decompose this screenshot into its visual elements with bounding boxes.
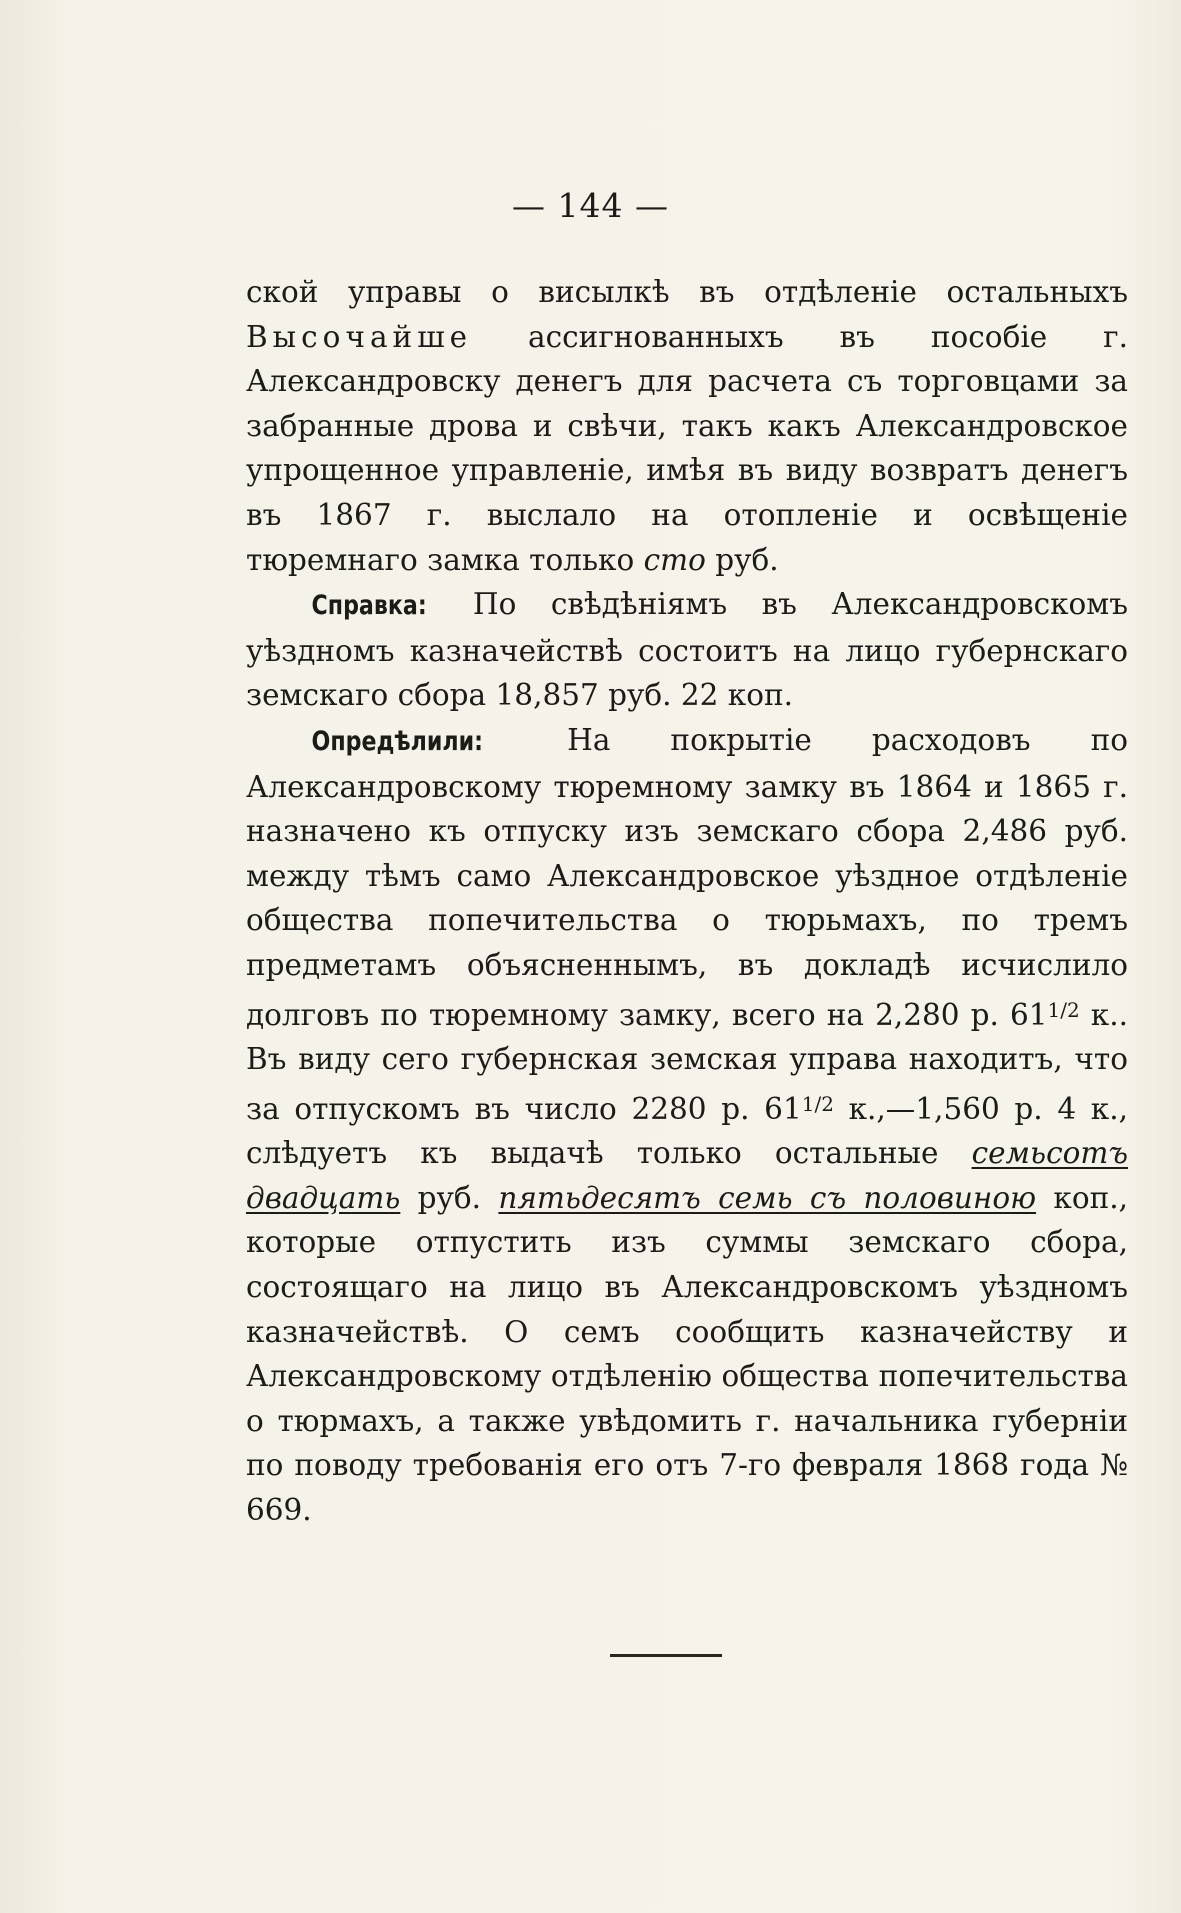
p1-text-3: руб. xyxy=(705,542,779,577)
p1-italic-word: сто xyxy=(643,542,706,577)
p3-fraction-2: 1/2 xyxy=(801,1091,834,1116)
p3-italic-amount-2: пятьдесятъ семь съ половиною xyxy=(498,1180,1037,1215)
p3-text-3: к.,—1,560 р. 4 к., слѣдуетъ къ выдачѣ только остальные xyxy=(246,1091,1129,1171)
p3-text-1: На покрытіе расходовъ по Александровскому тюремному замку въ 1864 и 1865 г. назначено къ отпуску изъ земскаго сбора 2,486 руб. между тѣмъ само Александровское уѣздное отдѣленіе общества попечительства о тюрьмахъ, по тремъ предметамъ объясненнымъ, въ докладѣ исчислило долговъ по тюремному замку, всего на 2,280 р. 61 xyxy=(246,722,1128,1032)
paragraph-3 xyxy=(246,718,1128,1533)
paragraph-2 xyxy=(246,582,1128,718)
page-number: — 144 — xyxy=(512,186,669,225)
body-text xyxy=(246,270,1128,1533)
p2-lead-heading: Справка: xyxy=(311,590,427,622)
p3-fraction-1: 1/2 xyxy=(1047,997,1080,1022)
p1-text-1: ской управы о висылкѣ въ отдѣленіе остальныхъ xyxy=(246,275,1128,309)
p3-text-2: к.. Въ виду сего губернская земская управа находитъ, что за отпускомъ въ число 2280 р. 61 xyxy=(246,997,1128,1126)
p1-text-2: ассигнованныхъ въ пособіе г. Александровску денегъ для расчета съ торговцами за забранные дрова и свѣчи, такъ какъ Александровское упрощенное управленіе, имѣя въ виду возвратъ денегъ въ 1867 г. выслало на отопленіе и освѣщеніе тюремнаго замка только xyxy=(246,319,1128,577)
p2-text: По свѣдѣніямъ въ Александровскомъ уѣздномъ казначействѣ состоитъ на лицо губернскаго земскаго сбора 18,857 руб. 22 коп. xyxy=(246,587,1128,713)
p3-text-5: коп., которые отпустить изъ суммы земскаго сбора, состоящаго на лицо въ Александровскомъ уѣздномъ казначействѣ. О семъ сообщить казначейству и Александровскому отдѣленію общества попечительства о тюрмахъ, а также увѣдомить г. начальника губерніи по поводу требованія его отъ 7-го февраля 1868 года № 669. xyxy=(246,1180,1128,1528)
p3-italic-amount-1: семьсотъ двадцать xyxy=(246,1136,1128,1215)
p3-text-4: руб. xyxy=(400,1180,499,1215)
end-rule xyxy=(610,1654,722,1657)
paragraph-1 xyxy=(246,270,1128,582)
p3-lead-heading: Опредѣлили: xyxy=(311,725,483,757)
p1-spaced-word: Высочайше xyxy=(246,319,473,354)
